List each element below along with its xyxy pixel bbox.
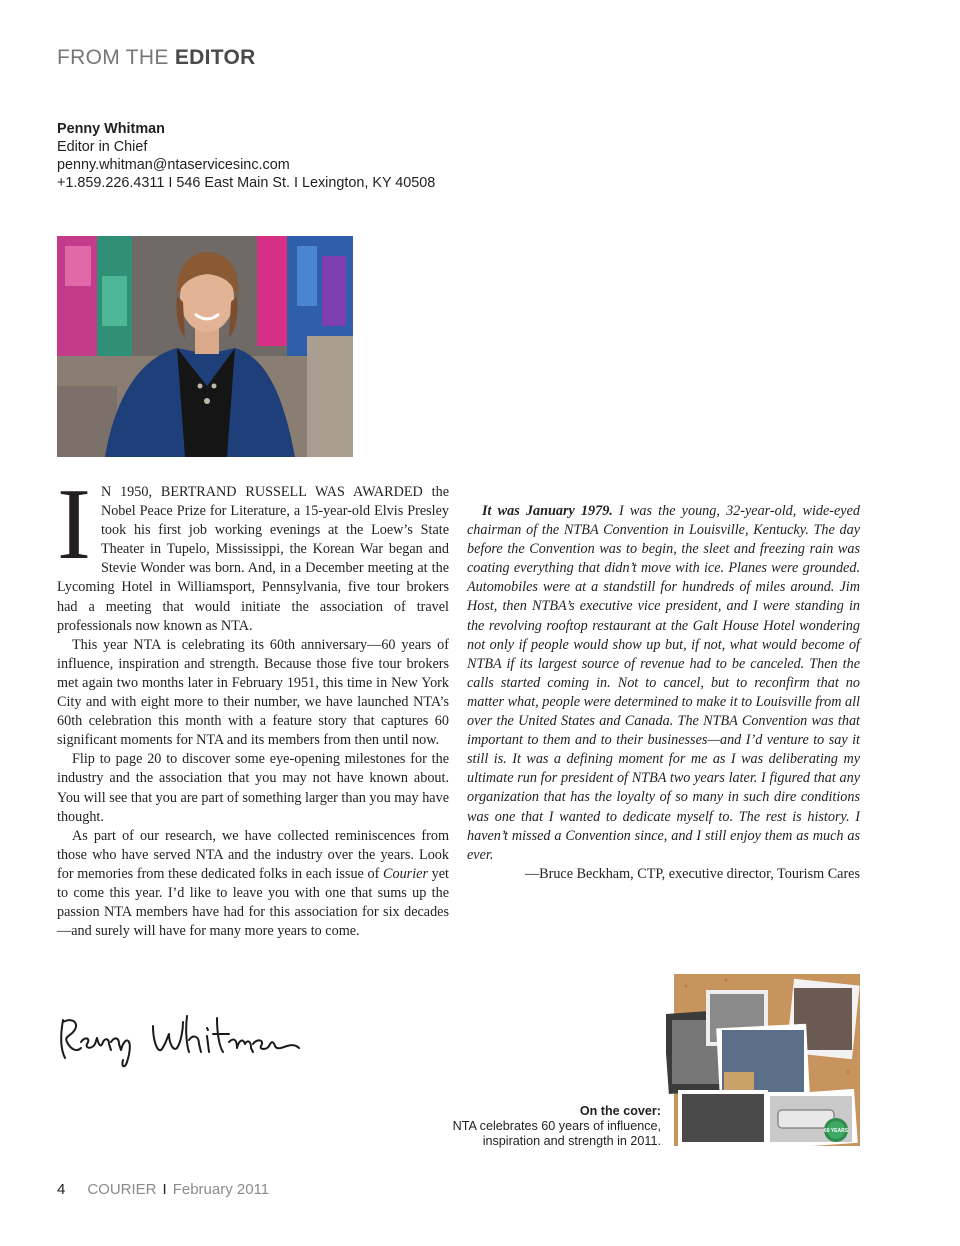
section-title: [57, 46, 256, 70]
article-column: [57, 468, 449, 941]
footer-date: February 2011: [172, 1181, 270, 1198]
quote-text: [467, 502, 860, 865]
article-p4-b: yet to come this year. I’d like to leave you with one that sums up the passion NTA members have had for this association for six decades—and surely will have for many more years to come.: [57, 865, 449, 940]
quote-body: I was the young, 32-year-old, wide-eyed chairman of the NTBA Convention in Louisville, Kentucky. The day before the Convention was to begin, the sleet and freezing rain was coating everything that didn’t move with ice. Planes were grounded. Automobiles were at a standstill for hundreds of miles around. Jim Host, then NTBA’s executive vice president, and I were standing in the revolving rooftop restaurant at the Galt House Hotel wondering not only if people would show up but, if not, what would become of NTBA if its largest source of revenue had to be canceled. Then the calls started coming in. Not to cancel, but to reconfirm that no matter what, people were determined to make it to Louisville from all over the United States and Canada. The NTBA Convention was that important to them and to their businesses—and I’d venture to say it still is. It was a defining moment for me as I was deliberating my ultimate run for president of NTBA two years later. I figured that any organization that has the loyalty of so many in such dire conditions was one that I wanted to dedicate myself to. The rest is history. I haven’t missed a Convention since, and I still enjoy them as much as ever.: [467, 503, 860, 863]
article-paragraph-3: Flip to page 20 to discover some eye-opening milestones for the industry and the association that you may not have known about. You will see that you are part of something larger than you may have thought.: [57, 751, 449, 825]
article-paragraph-4: [57, 827, 449, 942]
cover-image: [666, 972, 862, 1148]
drop-cap: I: [57, 468, 91, 581]
editor-photo: [57, 236, 353, 457]
cover-caption-text: NTA celebrates 60 years of influence, inspiration and strength in 2011.: [452, 1119, 661, 1149]
editor-email[interactable]: penny.whitman@ntaservicesinc.com: [57, 157, 290, 173]
footer-publication: COURIER: [87, 1181, 157, 1198]
editor-name: Penny Whitman: [57, 121, 165, 137]
editor-phone-address: +1.859.226.4311 I 546 East Main St. I Lexington, KY 40508: [57, 175, 436, 191]
page-number: 4: [57, 1181, 66, 1198]
page-footer: [57, 1181, 269, 1198]
editor-contact: [57, 120, 435, 192]
quote-attribution: —Bruce Beckham, CTP, executive director, Tourism Cares: [524, 865, 860, 882]
cover-badge-label: 60 YEARS: [823, 1128, 849, 1134]
reminiscence-quote: [467, 502, 860, 884]
editor-signature: [57, 1012, 302, 1070]
quote-lead: It was January 1979.: [482, 503, 613, 519]
publication-name: Courier: [383, 865, 428, 882]
cover-caption-title: On the cover:: [579, 1104, 661, 1118]
footer-separator: I: [162, 1181, 167, 1198]
article-lead-paragraph: [57, 468, 449, 636]
section-title-main: EDITOR: [174, 46, 256, 69]
cover-caption: [421, 1104, 661, 1150]
article-p4-a: As part of our research, we have collected reminiscences from those who have served NTA and the industry over the years. Look for memories from these dedicated folks in each issue of: [57, 827, 449, 882]
article-paragraph-2: This year NTA is celebrating its 60th anniversary—60 years of influence, inspiration and strength. Because those five tour brokers met again two months later in February 1951, this time in New York City and with eight more to their number, we have launched NTA’s 60th celebration this month with a feature story that captures 60 significant moments for NTA and its members from then until now.: [57, 636, 449, 749]
section-title-prefix: FROM THE: [57, 46, 169, 69]
article-lead-text: N 1950, BERTRAND RUSSELL WAS AWARDED the Nobel Peace Prize for Literature, a 15-year-old Elvis Presley took his first job working evenings at the Loew’s State Theater in Tupelo, Mississippi, the Korean War began and Stevie Wonder was born. And, in a December meeting at the Lycoming Hotel in Williamsport, Pennsylvania, five tour brokers had a meeting that would initiate the association of travel professionals now known as NTA.: [57, 484, 449, 634]
editor-role: Editor in Chief: [57, 139, 148, 155]
